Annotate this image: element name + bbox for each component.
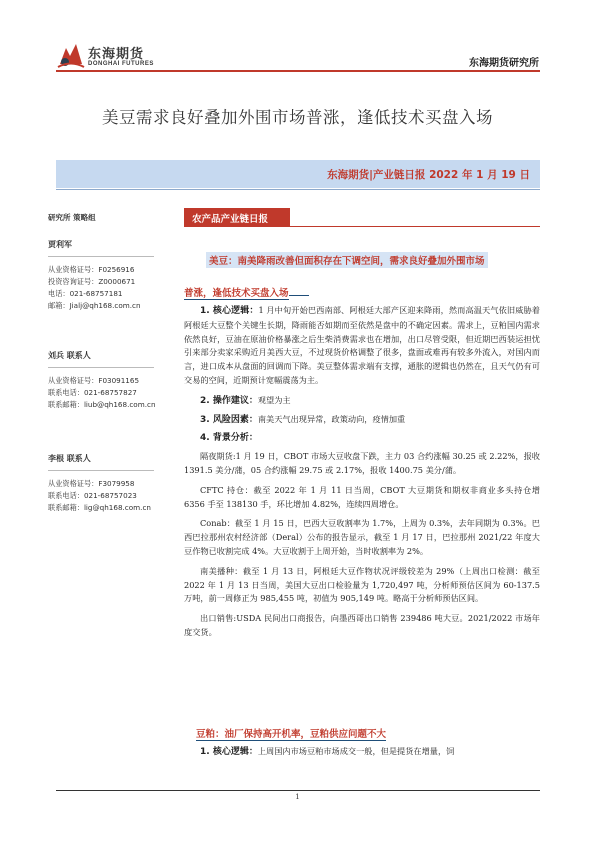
section-divider: [184, 226, 540, 227]
analyst-sidebar: [48, 212, 168, 514]
logo-text-cn: 东海期货: [88, 47, 145, 62]
report-date-label: 东海期货|产业链日报 2022 年 1 月 19 日: [327, 169, 530, 181]
advice-label: 2. 操作建议：: [200, 395, 258, 406]
soymeal-logic-paragraph: [184, 745, 540, 760]
analyst-info-line: 从业资格证号：F0256916: [48, 265, 135, 274]
footer-divider: [56, 790, 540, 791]
background-paragraph: CFTC 持仓：截至 2022 年 1 月 11 日当周，CBOT 大豆期货和期权非商业多头持仓增 6356 手至 138130 手，环比增加 4.82%，连续四周增仓。: [184, 484, 540, 509]
analyst-name: 李根 联系人: [48, 454, 91, 463]
soybean-heading-line2: 普涨，逢低技术买盘入场: [184, 288, 289, 299]
background-label-paragraph: [184, 431, 540, 446]
background-paragraph: Conab：截至 1 月 15 日，巴西大豆收割率为 1.7%，上周为 0.3%，去年同期为 0.3%。巴西巴拉那州农村经济部（Deral）公布的报告显示，截至 1 月 17 日，巴拉那州 2021/22 年度大豆作物已收割完成 4%。大豆收割于上周开始，当时收割率为 2%。: [184, 518, 540, 556]
background-label: 4. 背景分析：: [200, 433, 258, 444]
page-number: 1: [295, 793, 300, 801]
soymeal-heading-text: 豆粕：油厂保持高开机率，豆粕供应问题不大: [196, 729, 387, 740]
analyst-info-line: 从业资格证号：F03091165: [48, 376, 140, 385]
risk-label: 3. 风险因素：: [200, 414, 258, 425]
donghai-logo-icon: [56, 40, 86, 70]
soybean-heading-cont: [184, 285, 309, 299]
report-banner: [56, 160, 540, 188]
analyst-email[interactable]: 联系邮箱：lig@qh168.com.cn: [48, 503, 151, 512]
report-title: 美豆需求良好叠加外围市场普涨，逢低技术买盘入场: [102, 108, 493, 127]
company-logo: [56, 40, 176, 74]
analyst-divider: [48, 470, 154, 471]
analyst-name: 贾利军: [48, 240, 72, 249]
sidebar-section-title: 研究所 策略组: [48, 213, 96, 222]
soybean-heading: [206, 252, 488, 268]
soybean-heading-line1: 美豆：南美降雨改善但面积存在下调空间，需求良好叠加外围市场: [209, 256, 485, 267]
background-paragraph: 隔夜期货:1 月 19 日，CBOT 市场大豆收盘下跌，主力 03 合约涨幅 30.25 或 2.22%，报收 1391.5 美分/蒲，05 合约涨幅 29.75 或 2.17%，报收 1400.75 美分/蒲。: [184, 451, 540, 475]
soybean-body: [184, 304, 540, 640]
analyst-email[interactable]: 联系邮箱：liub@qh168.com.cn: [48, 400, 156, 409]
core-logic-label: 1. 核心逻辑：: [200, 306, 259, 316]
advice-text: 观望为主: [257, 394, 291, 405]
core-logic-text: 1 月中旬开始巴西南部、阿根廷大部产区迎来降雨，然而高温天气依旧威胁着阿根廷大豆整个关键生长期，降雨能否如期而至依然是盘中的不确定因素。需求上，豆粕国内需求依然良好，豆油在原油价格暴涨之后生柴消费需求也在增加，出口尽管受限，但近期巴西装运担忧引来部分卖家采购近月美西大豆，不过现货价格调整了很多，盘面或难再有较多外流入，对国内而言，进口成本从盘面的回调而下降。美豆整体需求端有支撑，通胀的逻辑也仍然在，且天气仍有可交易的空间，近期预计宽幅震荡为主。: [184, 305, 540, 385]
analyst-info-line: 从业资格证号：F3079958: [48, 479, 135, 488]
analyst-info-line: 电话：021-68757181: [48, 289, 123, 298]
core-logic-paragraph: [184, 304, 540, 388]
section-tab-agri: [184, 208, 290, 226]
logo-text-en: DONGHAI FUTURES: [88, 61, 154, 67]
soymeal-logic-text: 上周国内市场豆粕市场成交一般，但是提货在增量，饲: [257, 746, 455, 756]
analyst-info-line: 联系电话：021-68757827: [48, 388, 137, 397]
background-paragraph: 南美播种：截至 1 月 13 日，阿根廷大豆作物状况评级较差为 29%（上周出口检测：截至 2022 年 1 月 13 日当周，美国大豆出口检验量为 1,720,497 吨，分析师预估区间为 60-137.5 万吨，前一周修正为 985,455 吨，初值为 905,149 吨。略高于分析师预估区间。: [184, 565, 540, 604]
analyst-info-line: 联系电话：021-68757023: [48, 491, 137, 500]
risk-text: 南美天气出现异常，政策动向，疫情加重: [257, 413, 406, 424]
analyst-divider: [48, 367, 154, 368]
section-tab-label: 农产品产业链日报: [192, 214, 269, 225]
header-divider: [56, 70, 540, 72]
analyst-info-line: 投资咨询证号：Z0000671: [48, 277, 136, 286]
analyst-name: 刘兵 联系人: [48, 351, 91, 360]
soymeal-logic-label: 1. 核心逻辑：: [200, 747, 258, 757]
institute-name: 东海期货研究所: [469, 58, 539, 69]
banner-divider: [56, 189, 540, 190]
analyst-divider: [48, 256, 154, 257]
soymeal-body: [184, 745, 540, 760]
advice-paragraph: [184, 394, 540, 409]
analyst-email[interactable]: 邮箱：Jialj@qh168.com.cn: [48, 301, 141, 310]
soymeal-heading: [196, 726, 386, 740]
risk-paragraph: [184, 413, 540, 428]
background-paragraph: 出口销售:USDA 民间出口商报告，向墨西哥出口销售 239486 吨大豆。2021/2022 市场年度交货。: [184, 613, 540, 637]
